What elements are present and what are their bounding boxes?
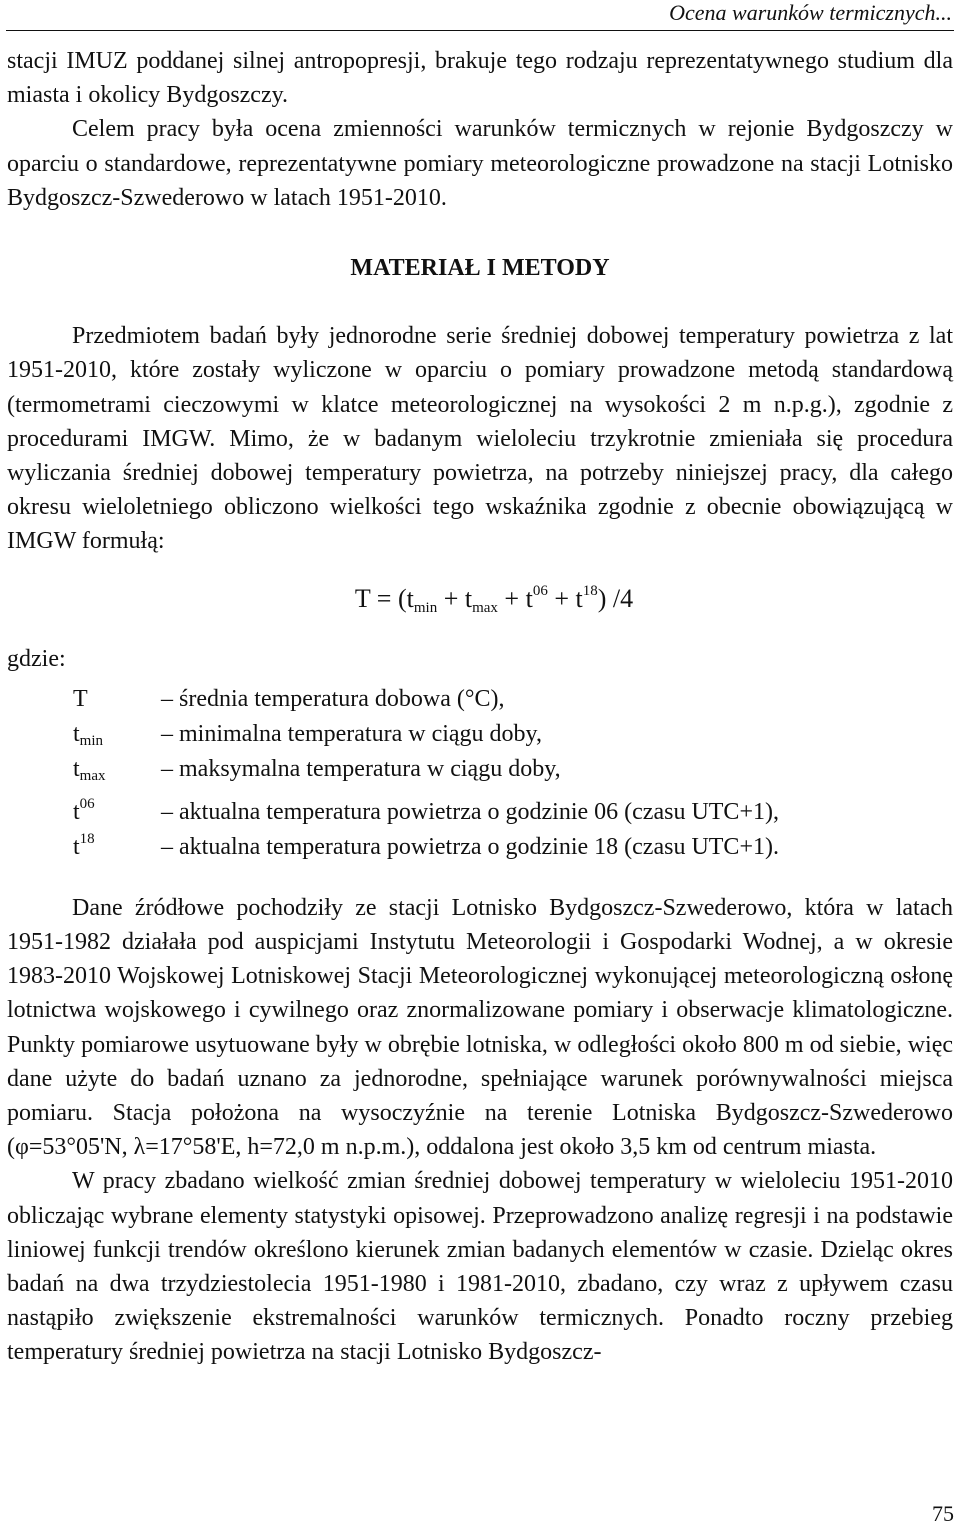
definition-text: – minimalna temperatura w ciągu doby, — [161, 720, 542, 747]
formula-sub-max: max — [472, 599, 498, 616]
formula-sup-06: 06 — [532, 582, 548, 599]
running-header: Ocena warunków termicznych... — [669, 0, 952, 25]
paragraph-aim: Celem pracy była ocena zmienności warunków termicznych w rejonie Bydgoszczy w oparciu o standardowe, reprezentatywne pomiary meteorologiczne prowadzone na stacji Lotnisko Bydgoszcz-Szwederowo w latach 1951-2010. — [7, 116, 953, 211]
definition-text: – aktualna temperatura powietrza o godzinie 06 (czasu UTC+1), — [161, 798, 779, 825]
paragraph-continuation: stacji IMUZ poddanej silnej antropopresji, brakuje tego rodzaju reprezentatywnego studium dla miasta i okolicy Bydgoszczy. — [7, 48, 953, 109]
definition-symbol: $t_{max}$ — [73, 755, 106, 784]
formula-lhs: T = (t — [354, 583, 414, 613]
definition-symbol: $t^{06}$ — [73, 795, 95, 825]
formula-plus-2: + t — [497, 583, 533, 613]
definition-text: – maksymalna temperatura w ciągu doby, — [161, 755, 561, 782]
definition-text: – aktualna temperatura powietrza o godzinie 18 (czasu UTC+1). — [161, 833, 779, 860]
paragraph-analysis: W pracy zbadano wielkość zmian średniej dobowej temperatury w wieloleciu 1951-2010 obliczając wybrane elementy statystyki opisowej. Przeprowadzono analizę regresji i na podstawie liniowej funkcji trendów określono kierunek zmian badanych elementów w czasie. Dzieląc okres badań na dwa trzydziestolecia 1951-1980 i 1981-2010, zbadano, czy wraz z upływem czasu nastąpiło zwiększenie ekstremalności warunków termicznych. Ponadto roczny przebieg temperatury średniej powietrza na stacji Lotnisko Bydgoszcz- — [7, 1168, 953, 1366]
where-label: gdzie: — [7, 645, 66, 672]
formula-sup-18: 18 — [582, 582, 598, 599]
definition-row — [7, 787, 953, 825]
definition-list — [7, 682, 953, 860]
definition-symbol: $t^{18}$ — [73, 830, 95, 860]
header-rule — [6, 30, 954, 31]
formula-tail: ) /4 — [597, 583, 634, 613]
formula — [35, 573, 953, 626]
paragraph-source-data: Dane źródłowe pochodziły ze stacji Lotnisko Bydgoszcz-Szwederowo, która w latach 1951-1982 działała pod auspicjami Instytutu Meteorologii i Gospodarki Wodnej, a w okresie 1983-2010 Wojskowej Lotniskowej Stacji Meteorologicznej wykonującej meteorologiczną osłonę lotnictwa wojskowego i cywilnego oraz znormalizowane pomiary i obserwacje klimatologiczne. Punkty pomiarowe usytuowane były w obrębie lotniska, w odległości około 800 m od siebie, więc dane użyte do badań uznano za jednorodne, spełniające warunek porównywalności miejsca pomiaru. Stacja położona na wysoczyźnie na terenie Lotniska Bydgoszcz-Szwederowo (φ=53°05'N, λ=17°58'E, h=72,0 m n.p.m.), oddalona jest około 3,5 km od centrum miasta. — [7, 894, 953, 1161]
page-number: 75 — [932, 1501, 954, 1526]
definition-row — [7, 682, 953, 717]
formula-plus-3: + t — [547, 583, 583, 613]
body-text — [7, 44, 953, 1370]
definition-text: – średnia temperatura dobowa (°C), — [161, 685, 505, 712]
formula-plus-1: + t — [437, 583, 473, 613]
formula-sub-min: min — [413, 599, 438, 616]
section-title: MATERIAŁ I METODY — [350, 255, 610, 282]
definition-symbol: $t_{min}$ — [73, 720, 104, 749]
definition-row — [7, 717, 953, 752]
definition-symbol: T — [73, 685, 88, 712]
definition-row — [7, 752, 953, 787]
paragraph-data-methods: Przedmiotem badań były jednorodne serie średniej dobowej temperatury powietrza z lat 1951-2010, które zostały wyliczone w oparciu o pomiary prowadzone metodą standardową (termometrami cieczowymi w klatce meteorologicznej na wysokości 2 m n.p.g.), zgodnie z procedurami IMGW. Mimo, że w badanym wieloleciu trzykrotnie zmieniała się procedura wyliczania średniej dobowej temperatury powietrza, na potrzeby niniejszej pracy, dla całego okresu wieloletniego obliczono wielkości tego wskaźnika zgodnie z obecnie obowiązującą w IMGW formułą: — [7, 323, 953, 555]
